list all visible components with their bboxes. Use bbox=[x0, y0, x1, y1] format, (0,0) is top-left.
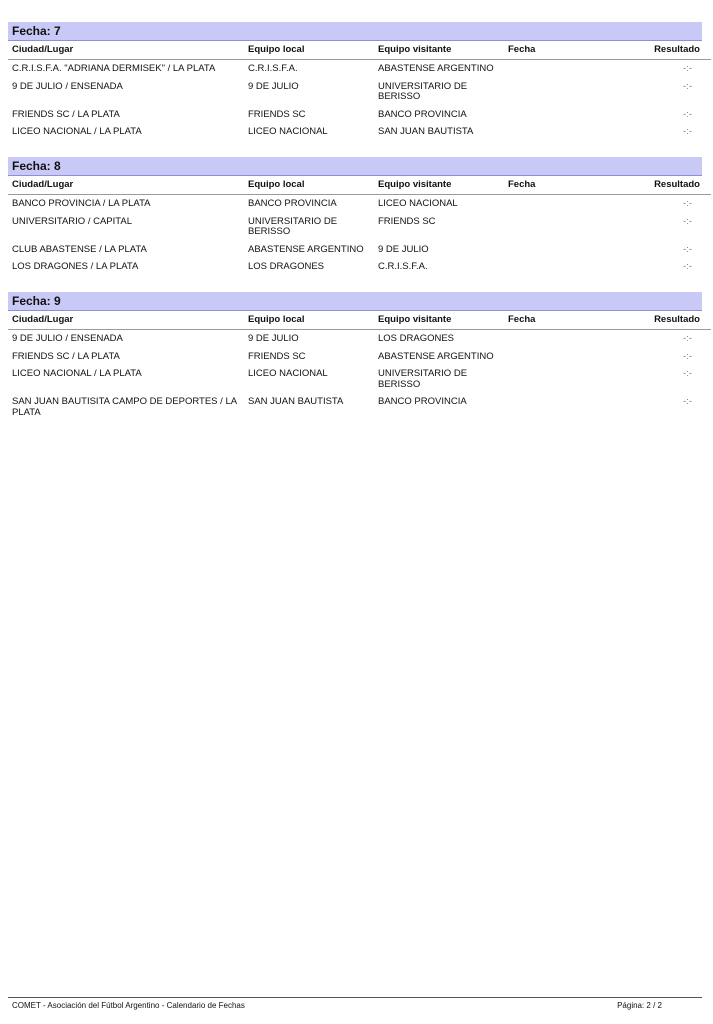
home-team-cell: LICEO NACIONAL bbox=[248, 126, 328, 137]
table-row bbox=[8, 258, 711, 276]
date-cell bbox=[508, 213, 588, 241]
away-team-cell: LICEO NACIONAL bbox=[378, 198, 458, 209]
away-team-cell: SAN JUAN BAUTISTA bbox=[378, 126, 474, 137]
table-row bbox=[8, 78, 711, 106]
table-row bbox=[8, 348, 711, 366]
home-team-cell: 9 DE JULIO bbox=[248, 333, 299, 344]
date-cell bbox=[508, 195, 588, 213]
round-title: Fecha: 9 bbox=[8, 292, 702, 311]
venue-cell: SAN JUAN BAUTISITA CAMPO DE DEPORTES / LA PLATA bbox=[12, 396, 237, 418]
venue-cell: C.R.I.S.F.A. "ADRIANA DERMISEK" / LA PLATA bbox=[12, 63, 216, 74]
home-team-cell: LOS DRAGONES bbox=[248, 261, 325, 272]
column-header-home: Equipo local bbox=[248, 41, 378, 60]
table-header-row bbox=[8, 176, 711, 195]
result-cell: -:- bbox=[683, 80, 692, 92]
home-team-cell: UNIVERSITARIO DE BERISSO bbox=[248, 215, 338, 237]
table-header-row bbox=[8, 311, 711, 330]
date-cell bbox=[508, 330, 588, 348]
round-section-8 bbox=[8, 157, 702, 276]
column-header-home: Equipo local bbox=[248, 311, 378, 330]
table-row bbox=[8, 123, 711, 141]
table-header-row bbox=[8, 41, 711, 60]
away-team-cell: LOS DRAGONES bbox=[378, 333, 455, 344]
result-cell: -:- bbox=[683, 126, 692, 137]
result-cell: -:- bbox=[683, 243, 692, 255]
table-row bbox=[8, 60, 711, 78]
home-team-cell: LICEO NACIONAL bbox=[248, 368, 328, 379]
column-header-away: Equipo visitante bbox=[378, 41, 508, 60]
table-row bbox=[8, 365, 711, 393]
date-cell bbox=[508, 258, 588, 276]
column-header-home: Equipo local bbox=[248, 176, 378, 195]
date-cell bbox=[508, 123, 588, 141]
date-cell bbox=[508, 78, 588, 106]
column-header-date: Fecha bbox=[508, 311, 588, 330]
round-title: Fecha: 7 bbox=[8, 22, 702, 41]
venue-cell: LICEO NACIONAL / LA PLATA bbox=[12, 368, 142, 379]
away-team-cell: 9 DE JULIO bbox=[378, 243, 429, 255]
away-team-cell: C.R.I.S.F.A. bbox=[378, 261, 428, 272]
column-header-date: Fecha bbox=[508, 176, 588, 195]
venue-cell: FRIENDS SC / LA PLATA bbox=[12, 108, 120, 120]
away-team-cell: BANCO PROVINCIA bbox=[378, 396, 467, 407]
away-team-cell: UNIVERSITARIO DE BERISSO bbox=[378, 80, 468, 102]
table-row bbox=[8, 195, 711, 213]
home-team-cell: FRIENDS SC bbox=[248, 108, 306, 120]
fixtures-table bbox=[8, 176, 711, 276]
result-cell: -:- bbox=[683, 333, 692, 344]
venue-cell: CLUB ABASTENSE / LA PLATA bbox=[12, 243, 147, 255]
venue-cell: LOS DRAGONES / LA PLATA bbox=[12, 261, 139, 272]
column-header-date: Fecha bbox=[508, 41, 588, 60]
away-team-cell: UNIVERSITARIO DE BERISSO bbox=[378, 368, 468, 390]
round-section-9 bbox=[8, 292, 702, 421]
date-cell bbox=[508, 106, 588, 124]
result-cell: -:- bbox=[683, 396, 692, 407]
venue-cell: 9 DE JULIO / ENSENADA bbox=[12, 80, 123, 92]
result-cell: -:- bbox=[683, 350, 692, 362]
table-row bbox=[8, 213, 711, 241]
fixtures-table bbox=[8, 41, 711, 141]
home-team-cell: C.R.I.S.F.A. bbox=[248, 63, 298, 74]
result-cell: -:- bbox=[683, 368, 692, 379]
date-cell bbox=[508, 393, 588, 421]
column-header-away: Equipo visitante bbox=[378, 311, 508, 330]
result-cell: -:- bbox=[683, 108, 692, 120]
result-cell: -:- bbox=[683, 215, 692, 227]
home-team-cell: SAN JUAN BAUTISTA bbox=[248, 396, 344, 407]
round-title: Fecha: 8 bbox=[8, 157, 702, 176]
venue-cell: LICEO NACIONAL / LA PLATA bbox=[12, 126, 142, 137]
date-cell bbox=[508, 348, 588, 366]
table-row bbox=[8, 106, 711, 124]
column-header-result: Resultado bbox=[588, 41, 711, 60]
result-cell: -:- bbox=[683, 261, 692, 272]
away-team-cell: BANCO PROVINCIA bbox=[378, 108, 467, 120]
venue-cell: UNIVERSITARIO / CAPITAL bbox=[12, 215, 133, 227]
away-team-cell: ABASTENSE ARGENTINO bbox=[378, 350, 494, 362]
home-team-cell: 9 DE JULIO bbox=[248, 80, 299, 92]
round-section-7 bbox=[8, 22, 702, 141]
column-header-venue: Ciudad/Lugar bbox=[8, 176, 248, 195]
date-cell bbox=[508, 365, 588, 393]
venue-cell: 9 DE JULIO / ENSENADA bbox=[12, 333, 123, 344]
footer-page-number: Página: 2 / 2 bbox=[617, 1001, 662, 1010]
fixtures-table bbox=[8, 311, 711, 421]
column-header-result: Resultado bbox=[588, 176, 711, 195]
column-header-result: Resultado bbox=[588, 311, 711, 330]
away-team-cell: ABASTENSE ARGENTINO bbox=[378, 63, 494, 74]
column-header-venue: Ciudad/Lugar bbox=[8, 41, 248, 60]
venue-cell: BANCO PROVINCIA / LA PLATA bbox=[12, 198, 151, 209]
table-row bbox=[8, 330, 711, 348]
home-team-cell: FRIENDS SC bbox=[248, 350, 306, 362]
result-cell: -:- bbox=[683, 198, 692, 209]
date-cell bbox=[508, 60, 588, 78]
column-header-away: Equipo visitante bbox=[378, 176, 508, 195]
table-row bbox=[8, 241, 711, 259]
column-header-venue: Ciudad/Lugar bbox=[8, 311, 248, 330]
home-team-cell: ABASTENSE ARGENTINO bbox=[248, 243, 364, 255]
date-cell bbox=[508, 241, 588, 259]
home-team-cell: BANCO PROVINCIA bbox=[248, 198, 337, 209]
away-team-cell: FRIENDS SC bbox=[378, 215, 436, 227]
footer-source-text: COMET - Asociación del Fútbol Argentino - Calendario de Fechas bbox=[12, 1001, 245, 1010]
venue-cell: FRIENDS SC / LA PLATA bbox=[12, 350, 120, 362]
result-cell: -:- bbox=[683, 63, 692, 74]
page-footer bbox=[8, 997, 702, 1010]
table-row bbox=[8, 393, 711, 421]
